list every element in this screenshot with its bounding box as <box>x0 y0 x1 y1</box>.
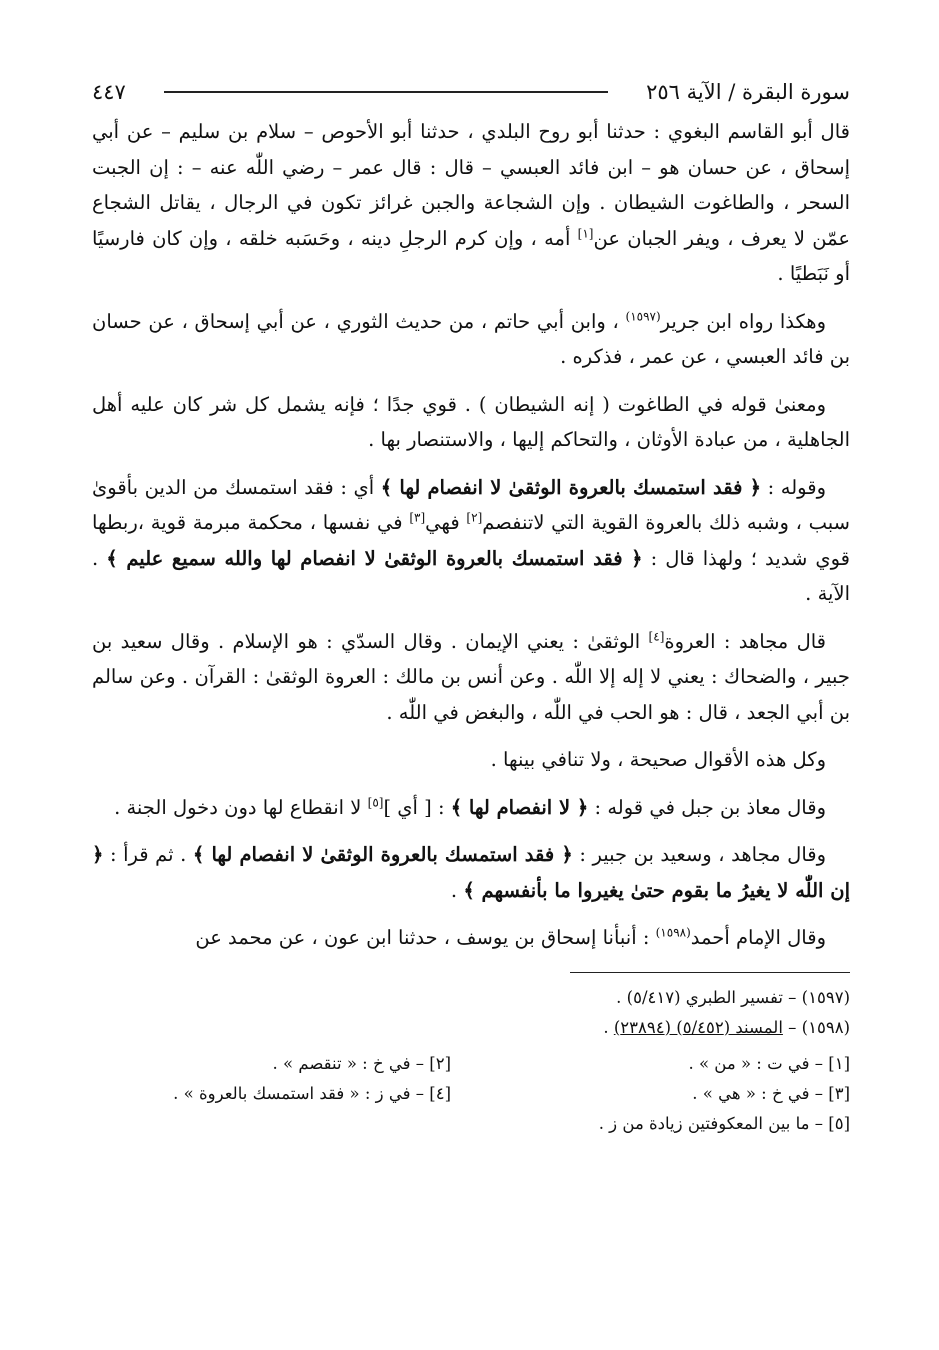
note-marker: [١] <box>577 226 594 240</box>
note-5: [٥] – ما بين المعكوفتين زيادة من ز . <box>598 1113 850 1133</box>
footnote-1598: (١٥٩٨) – المسند (٥/٤٥٢) (٢٣٨٩٤) . <box>603 1017 850 1037</box>
main-text <box>92 114 850 956</box>
paragraph-1: قال أبو القاسم البغوي : حدثنا أبو روح البلدي ، حدثنا أبو الأحوص – سلام بن سليم – عن أبي إسحاق ، عن حسان هو – ابن فائد العبسي – قال : قال عمر – رضي اللّٰه عنه – : إن الجبت السحر ، والطاغوت الشيطان . وإن الشجاعة والجبن غرائز تكون في الرجال ، يقاتل الشجاع عمّن لا يعرف ، ويفر الجبان عن[١] أمه ، وإن كرم الرجلِ دينه ، وحَسَبه خلقه ، وإن كان فارسيًا أو نَبَطيًا . <box>92 120 850 285</box>
paragraph-7: وقال معاذ بن جبل في قوله : ﴿ لا انفصام لها ﴾ : [ أي ][٥] لا انقطاع لها دون دخول الجنة . <box>114 795 826 819</box>
quran-quote: ﴿ فقد استمسك بالعروة الوثقىٰ لا انفصام لها ﴾ <box>192 843 573 866</box>
running-header <box>92 70 850 104</box>
paragraph-3: ومعنىٰ قوله في الطاغوت ( إنه الشيطان ) . قوي جدًا ؛ فإنه يشمل كل شر كان عليه أهل الجاهلية ، من عبادة الأوثان ، والتحاكم إليها ، والاستنصار بها . <box>92 392 850 451</box>
note-marker: [٥] <box>367 795 384 809</box>
footnote-separator <box>570 972 850 973</box>
paragraph-5: قال مجاهد : العروة[٤] الوثقىٰ : يعني الإيمان . وقال السدّي : هو الإسلام . وقال سعيد بن جبير ، والضحاك : يعني لا إله إلا اللّٰه . وعن أنس بن مالك : العروة الوثقىٰ : القرآن . وعن سالم بن أبي الجعد ، قال : هو الحب في اللّٰه ، والبغض في اللّٰه . <box>92 629 850 724</box>
footnote-1597: (١٥٩٧) – تفسير الطبري (٥/٤١٧) . <box>616 987 850 1007</box>
note-marker: [٤] <box>648 629 665 643</box>
page-number: ٤٤٧ <box>92 80 126 104</box>
book-page <box>92 70 850 1139</box>
note-1: [١] – في ت : « من » . <box>688 1053 850 1073</box>
note-4: [٤] – في ز : « فقد استمسك بالعروة » . <box>173 1083 451 1103</box>
source-footnotes <box>92 983 850 1043</box>
quran-quote: ﴿ إن اللّٰه لا يغيرُ ما بقوم حتىٰ يغيروا ما بأنفسهم ﴾ <box>92 843 850 902</box>
quran-quote: ﴿ لا انفصام لها ﴾ <box>450 795 589 819</box>
surah-title: سورة البقرة / الآية ٢٥٦ <box>646 80 850 104</box>
note-3: [٣] – في خ : « هي » . <box>692 1083 850 1103</box>
paragraph-9: وقال الإمام أحمد$^{(١٥٩٨)}$ : أنبأنا إسحاق بن يوسف ، حدثنا ابن عون ، عن محمد عن <box>195 925 826 949</box>
note-2: [٢] – في خ : « تنقصم » . <box>272 1053 451 1073</box>
note-marker: [٣] <box>409 510 426 525</box>
header-rule <box>164 91 608 93</box>
paragraph-8: وقال مجاهد ، وسعيد بن جبير : ﴿ فقد استمسك بالعروة الوثقىٰ لا انفصام لها ﴾ . ثم قرأ : ﴿ إن اللّٰه لا يغيرُ ما بقوم حتىٰ يغيروا ما بأنفسهم ﴾ . <box>92 843 850 902</box>
quran-quote: ﴿ فقد استمسك بالعروة الوثقىٰ لا انفصام لها ﴾ <box>380 475 762 499</box>
footnote-marker: (١٥٩٨) <box>655 925 691 940</box>
paragraph-4: وقوله : ﴿ فقد استمسك بالعروة الوثقىٰ لا انفصام لها ﴾ أي : فقد استمسك من الدين بأقوىٰ سبب ، وشبه ذلك بالعروة القوية التي لاتنفصم[٢] فهي[٣] في نفسها ، محكمة مبرمة قوية ،ربطها قوي شديد ؛ ولهذا قال : ﴿ فقد استمسك بالعروة الوثقىٰ لا انفصام لها والله سميع عليم ﴾ . الآية . <box>92 475 851 605</box>
footnote-marker: (١٥٩٧) <box>625 309 661 323</box>
paragraph-2: وهكذا رواه ابن جرير$^{(١٥٩٧)}$ ، وابن أبي حاتم ، من حديث الثوري ، عن أبي إسحاق ، عن حسان بن فائد العبسي ، عن عمر ، فذكره . <box>92 309 850 368</box>
variant-notes <box>92 1049 850 1139</box>
note-marker: [٢] <box>466 510 483 525</box>
paragraph-6: وكل هذه الأقوال صحيحة ، ولا تنافي بينها . <box>490 748 826 771</box>
quran-quote: ﴿ فقد استمسك بالعروة الوثقىٰ لا انفصام لها والله سميع عليم ﴾ <box>106 546 643 570</box>
